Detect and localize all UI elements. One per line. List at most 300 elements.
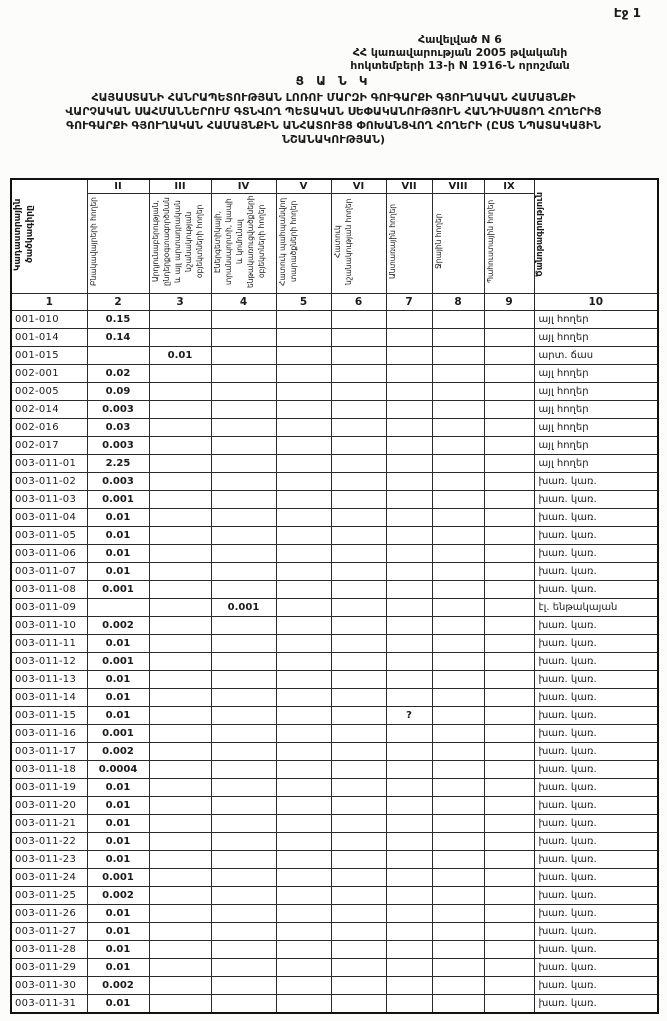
area-value-cell [149, 905, 211, 923]
column-header-protected-lands [276, 194, 331, 294]
roman-numeral: III [149, 179, 211, 194]
note-cell: խառ. կառ. [534, 833, 658, 851]
appendix-line: հոկտեմբերի 13-ի N 1916-Ն որոշման [350, 59, 570, 72]
area-value-cell [276, 797, 331, 815]
area-value-cell [211, 743, 276, 761]
roman-numeral: VII [386, 179, 432, 194]
area-value-cell [432, 869, 484, 887]
area-value-cell [386, 779, 432, 797]
area-value-cell [211, 869, 276, 887]
note-cell: խառ. կառ. [534, 707, 658, 725]
table [10, 178, 659, 1014]
area-value-cell [149, 653, 211, 671]
area-value-cell [276, 941, 331, 959]
area-value-cell [211, 383, 276, 401]
table-row [11, 329, 658, 347]
cadastral-code-cell: 003-011-31 [11, 995, 87, 1014]
area-value-cell [386, 311, 432, 329]
note-cell: խառ. կառ. [534, 743, 658, 761]
column-header-special-purpose-lands [331, 194, 386, 294]
area-value-cell [149, 419, 211, 437]
area-value-cell [276, 401, 331, 419]
area-value-cell: 0.01 [87, 563, 149, 581]
cadastral-code-cell: 003-011-24 [11, 869, 87, 887]
column-header-water-lands [432, 194, 484, 294]
area-value-cell [386, 473, 432, 491]
table-row [11, 671, 658, 689]
note-cell: խառ. կառ. [534, 473, 658, 491]
area-value-cell [276, 905, 331, 923]
area-value-cell [149, 707, 211, 725]
area-value-cell [149, 671, 211, 689]
cadastral-code-cell: 002-001 [11, 365, 87, 383]
area-value-cell: 0.003 [87, 437, 149, 455]
area-value-cell [331, 671, 386, 689]
title-line: ՀԱՅԱՍՏԱՆԻ ՀԱՆՐԱՊԵՏՈՒԹՅԱՆ ԼՈՌՈՒ ՄԱՐԶԻ ԳՈՒԳԱՐՔԻ ԳՅՈՒՂԱԿԱՆ ՀԱՄԱՅՆՔԻ [91, 91, 576, 104]
area-value-cell [331, 725, 386, 743]
column-header-reserve-lands [484, 194, 534, 294]
area-value-cell [386, 905, 432, 923]
area-value-cell: 0.01 [87, 779, 149, 797]
document-title [10, 74, 657, 147]
area-value-cell [484, 815, 534, 833]
area-value-cell [276, 311, 331, 329]
cadastral-code-cell: 002-014 [11, 401, 87, 419]
area-value-cell [276, 653, 331, 671]
column-header-industrial-lands [149, 194, 211, 294]
page-number: Էջ 1 [613, 6, 641, 20]
area-value-cell [484, 905, 534, 923]
column-header-label: Բնակավայրերի հողեր [88, 197, 98, 286]
area-value-cell [211, 365, 276, 383]
table-row [11, 797, 658, 815]
area-value-cell [331, 527, 386, 545]
area-value-cell [211, 329, 276, 347]
area-value-cell [484, 491, 534, 509]
area-value-cell [276, 743, 331, 761]
area-value-cell [276, 581, 331, 599]
area-value-cell [276, 635, 331, 653]
area-value-cell [386, 347, 432, 365]
area-value-cell [211, 653, 276, 671]
area-value-cell [211, 671, 276, 689]
area-value-cell [331, 455, 386, 473]
area-value-cell [149, 509, 211, 527]
cadastral-code-cell: 003-011-01 [11, 455, 87, 473]
area-value-cell [432, 383, 484, 401]
area-value-cell [331, 869, 386, 887]
column-number: 8 [432, 294, 484, 311]
area-value-cell [149, 923, 211, 941]
area-value-cell [211, 761, 276, 779]
note-cell: խառ. կառ. [534, 689, 658, 707]
area-value-cell [484, 509, 534, 527]
area-value-cell [211, 563, 276, 581]
area-value-cell [276, 815, 331, 833]
area-value-cell [276, 977, 331, 995]
cadastral-code-cell: 002-016 [11, 419, 87, 437]
area-value-cell [331, 851, 386, 869]
cadastral-code-cell: 003-011-22 [11, 833, 87, 851]
area-value-cell [484, 779, 534, 797]
table-row [11, 851, 658, 869]
area-value-cell [484, 995, 534, 1014]
area-value-cell [276, 347, 331, 365]
area-value-cell [276, 869, 331, 887]
area-value-cell [149, 563, 211, 581]
note-cell: այլ հողեր [534, 401, 658, 419]
area-value-cell: 0.01 [87, 905, 149, 923]
area-value-cell [149, 689, 211, 707]
area-value-cell: 0.01 [87, 707, 149, 725]
area-value-cell [432, 527, 484, 545]
area-value-cell: 0.003 [87, 401, 149, 419]
table-row [11, 491, 658, 509]
cadastral-code-cell: 002-005 [11, 383, 87, 401]
table-row [11, 419, 658, 437]
note-cell: այլ հողեր [534, 419, 658, 437]
area-value-cell [87, 599, 149, 617]
appendix-reference [255, 33, 665, 72]
cadastral-code-cell: 003-011-29 [11, 959, 87, 977]
data-rows [11, 311, 658, 1014]
area-value-cell [331, 941, 386, 959]
area-value-cell [149, 761, 211, 779]
table-row [11, 869, 658, 887]
area-value-cell [386, 689, 432, 707]
area-value-cell [432, 491, 484, 509]
area-value-cell: 2.25 [87, 455, 149, 473]
table-row [11, 941, 658, 959]
area-value-cell [386, 635, 432, 653]
area-value-cell [386, 545, 432, 563]
area-value-cell [386, 995, 432, 1014]
area-value-cell [211, 941, 276, 959]
note-cell: այլ հողեր [534, 383, 658, 401]
area-value-cell: 0.001 [87, 869, 149, 887]
area-value-cell [276, 617, 331, 635]
area-value-cell [484, 581, 534, 599]
column-header-cadastral-code [11, 179, 87, 294]
table-row [11, 707, 658, 725]
table-row [11, 635, 658, 653]
column-header-remarks [534, 179, 658, 294]
area-value-cell: 0.003 [87, 473, 149, 491]
area-value-cell [432, 815, 484, 833]
roman-numeral: IX [484, 179, 534, 194]
area-value-cell [276, 761, 331, 779]
area-value-cell [211, 851, 276, 869]
area-value-cell [331, 365, 386, 383]
note-cell: խառ. կառ. [534, 653, 658, 671]
cadastral-code-cell: 003-011-03 [11, 491, 87, 509]
note-cell: խառ. կառ. [534, 545, 658, 563]
area-value-cell [331, 311, 386, 329]
area-value-cell [149, 437, 211, 455]
area-value-cell [432, 689, 484, 707]
area-value-cell [211, 905, 276, 923]
area-value-cell [149, 959, 211, 977]
area-value-cell [386, 329, 432, 347]
area-value-cell: 0.03 [87, 419, 149, 437]
cadastral-code-cell: 003-011-07 [11, 563, 87, 581]
area-value-cell [331, 815, 386, 833]
area-value-cell: 0.01 [87, 851, 149, 869]
table-row [11, 473, 658, 491]
area-value-cell [484, 851, 534, 869]
table-row [11, 833, 658, 851]
area-value-cell [276, 923, 331, 941]
column-header-label: Անտառային հողեր [387, 204, 397, 279]
area-value-cell [276, 491, 331, 509]
area-value-cell [386, 977, 432, 995]
cadastral-code-cell: 003-011-05 [11, 527, 87, 545]
area-value-cell [276, 689, 331, 707]
area-value-cell [276, 959, 331, 977]
area-value-cell [432, 797, 484, 815]
area-value-cell [276, 671, 331, 689]
area-value-cell [331, 491, 386, 509]
area-value-cell: 0.01 [87, 689, 149, 707]
area-value-cell [276, 437, 331, 455]
area-value-cell [276, 527, 331, 545]
area-value-cell [211, 635, 276, 653]
area-value-cell: 0.01 [87, 635, 149, 653]
column-number-row [11, 294, 658, 311]
area-value-cell [484, 617, 534, 635]
area-value-cell [386, 851, 432, 869]
table-row [11, 545, 658, 563]
area-value-cell [149, 635, 211, 653]
area-value-cell [211, 887, 276, 905]
area-value-cell [331, 833, 386, 851]
cadastral-code-cell: 003-011-19 [11, 779, 87, 797]
area-value-cell [149, 887, 211, 905]
area-value-cell [484, 437, 534, 455]
area-value-cell [331, 923, 386, 941]
column-number: 1 [11, 294, 87, 311]
area-value-cell [211, 401, 276, 419]
area-value-cell [386, 581, 432, 599]
area-value-cell [276, 707, 331, 725]
area-value-cell [386, 923, 432, 941]
area-value-cell [149, 599, 211, 617]
area-value-cell: 0.01 [87, 815, 149, 833]
area-value-cell: 0.001 [87, 653, 149, 671]
area-value-cell [432, 401, 484, 419]
cadastral-code-cell: 003-011-30 [11, 977, 87, 995]
area-value-cell [276, 779, 331, 797]
area-value-cell: 0.01 [149, 347, 211, 365]
area-value-cell [432, 311, 484, 329]
area-value-cell [386, 725, 432, 743]
column-number: 2 [87, 294, 149, 311]
area-value-cell [276, 887, 331, 905]
area-value-cell [211, 797, 276, 815]
cadastral-code-cell: 003-011-26 [11, 905, 87, 923]
area-value-cell [149, 815, 211, 833]
area-value-cell [484, 347, 534, 365]
area-value-cell: 0.01 [87, 671, 149, 689]
area-value-cell: 0.01 [87, 545, 149, 563]
column-number: 6 [331, 294, 386, 311]
note-cell: խառ. կառ. [534, 959, 658, 977]
column-number: 4 [211, 294, 276, 311]
area-value-cell [149, 455, 211, 473]
area-value-cell [484, 311, 534, 329]
area-value-cell [211, 509, 276, 527]
area-value-cell [432, 581, 484, 599]
area-value-cell [211, 455, 276, 473]
area-value-cell [331, 419, 386, 437]
area-value-cell [331, 797, 386, 815]
area-value-cell [484, 365, 534, 383]
area-value-cell [484, 833, 534, 851]
table-row [11, 815, 658, 833]
area-value-cell [386, 437, 432, 455]
note-cell: խառ. կառ. [534, 923, 658, 941]
note-cell: խառ. կառ. [534, 617, 658, 635]
area-value-cell [149, 797, 211, 815]
cadastral-code-cell: 003-011-14 [11, 689, 87, 707]
area-value-cell [484, 923, 534, 941]
area-value-cell [432, 437, 484, 455]
table-row [11, 887, 658, 905]
note-cell: խառ. կառ. [534, 491, 658, 509]
area-value-cell [149, 977, 211, 995]
area-value-cell [484, 977, 534, 995]
area-value-cell [432, 635, 484, 653]
area-value-cell [149, 365, 211, 383]
table-row [11, 725, 658, 743]
note-cell: արտ. ճաս [534, 347, 658, 365]
area-value-cell [484, 941, 534, 959]
area-value-cell [386, 743, 432, 761]
note-cell: խառ. կառ. [534, 887, 658, 905]
area-value-cell [276, 509, 331, 527]
column-header-label: Ծանոթագրություն [534, 191, 545, 278]
area-value-cell: 0.01 [87, 797, 149, 815]
area-value-cell [432, 329, 484, 347]
area-value-cell [386, 563, 432, 581]
cadastral-code-cell: 003-011-25 [11, 887, 87, 905]
area-value-cell: 0.01 [87, 833, 149, 851]
area-value-cell [211, 545, 276, 563]
area-value-cell: 0.01 [87, 959, 149, 977]
area-value-cell [149, 383, 211, 401]
note-cell: այլ հողեր [534, 365, 658, 383]
area-value-cell [149, 833, 211, 851]
table-row [11, 527, 658, 545]
note-cell: էլ. ենթակայան [534, 599, 658, 617]
table-row [11, 581, 658, 599]
area-value-cell [87, 347, 149, 365]
area-value-cell [276, 329, 331, 347]
area-value-cell [331, 887, 386, 905]
area-value-cell [149, 869, 211, 887]
table-row [11, 959, 658, 977]
title-line: ԳՈՒԳԱՐՔԻ ԳՅՈՒՂԱԿԱՆ ՀԱՄԱՅՆՔԻՆ ԱՆՀԱՏՈՒՅՑ ՓՈԽԱՆՑՎՈՂ ՀՈՂԵՐԻ (ԸՍՏ ՆՊԱՏԱԿԱՅԻՆ [66, 119, 601, 132]
area-value-cell: 0.002 [87, 977, 149, 995]
column-number: 3 [149, 294, 211, 311]
area-value-cell: 0.01 [87, 923, 149, 941]
area-value-cell [484, 959, 534, 977]
table-row [11, 779, 658, 797]
area-value-cell [211, 833, 276, 851]
area-value-cell [276, 545, 331, 563]
area-value-cell [149, 527, 211, 545]
table-row [11, 365, 658, 383]
note-cell: խառ. կառ. [534, 905, 658, 923]
roman-numeral: VI [331, 179, 386, 194]
area-value-cell [331, 599, 386, 617]
area-value-cell [276, 365, 331, 383]
area-value-cell [386, 887, 432, 905]
area-value-cell: 0.0004 [87, 761, 149, 779]
cadastral-code-cell: 003-011-17 [11, 743, 87, 761]
area-value-cell [211, 581, 276, 599]
table-row [11, 401, 658, 419]
area-value-cell [484, 383, 534, 401]
area-value-cell [331, 653, 386, 671]
area-value-cell [211, 959, 276, 977]
area-value-cell [386, 653, 432, 671]
area-value-cell [149, 581, 211, 599]
area-value-cell [149, 725, 211, 743]
area-value-cell: 0.02 [87, 365, 149, 383]
area-value-cell [484, 887, 534, 905]
area-value-cell [432, 851, 484, 869]
area-value-cell [211, 923, 276, 941]
area-value-cell [211, 437, 276, 455]
area-value-cell [432, 995, 484, 1014]
note-cell: խառ. կառ. [534, 725, 658, 743]
appendix-line: ՀՀ կառավարության 2005 թվականի [352, 46, 568, 59]
area-value-cell [484, 329, 534, 347]
area-value-cell [386, 761, 432, 779]
note-cell: խառ. կառ. [534, 671, 658, 689]
area-value-cell [432, 905, 484, 923]
roman-numeral: II [87, 179, 149, 194]
area-value-cell [211, 779, 276, 797]
table-row [11, 311, 658, 329]
area-value-cell [432, 833, 484, 851]
table-row [11, 455, 658, 473]
area-value-cell [432, 977, 484, 995]
table-row [11, 563, 658, 581]
table-row [11, 761, 658, 779]
area-value-cell [386, 617, 432, 635]
area-value-cell [211, 419, 276, 437]
area-value-cell [484, 689, 534, 707]
table-row [11, 689, 658, 707]
area-value-cell [211, 347, 276, 365]
cadastral-code-cell: 001-014 [11, 329, 87, 347]
area-value-cell [331, 995, 386, 1014]
area-value-cell [276, 599, 331, 617]
area-value-cell [432, 617, 484, 635]
note-cell: խառ. կառ. [534, 977, 658, 995]
area-value-cell [211, 707, 276, 725]
area-value-cell [276, 851, 331, 869]
note-cell: խառ. կառ. [534, 527, 658, 545]
area-value-cell [484, 455, 534, 473]
area-value-cell [276, 995, 331, 1014]
table-row [11, 905, 658, 923]
area-value-cell [386, 419, 432, 437]
area-value-cell [484, 401, 534, 419]
title-heading: Ց Ա Ն Կ [295, 74, 372, 88]
